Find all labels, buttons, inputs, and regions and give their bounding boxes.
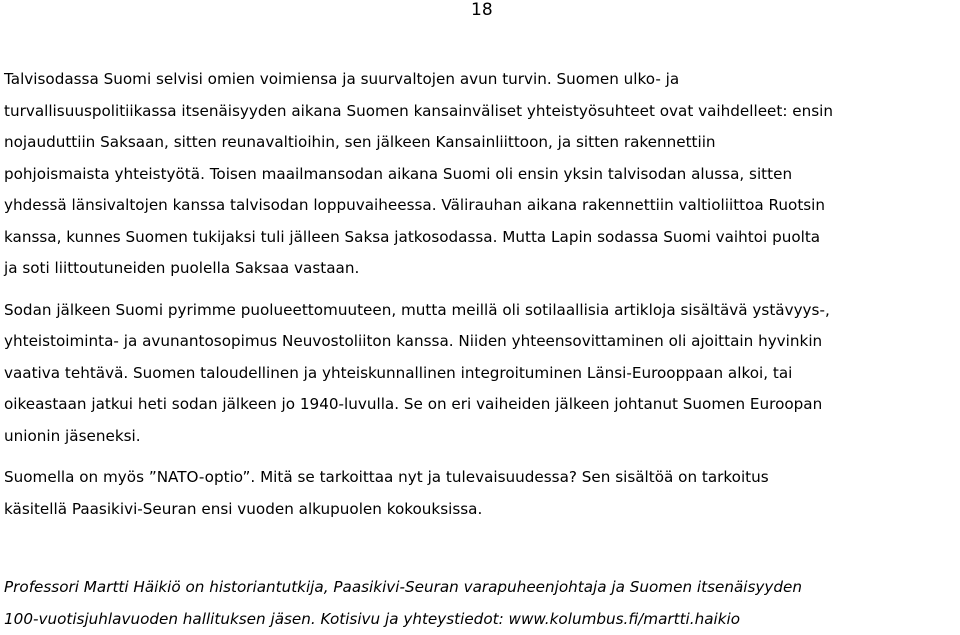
paragraph-line: unionin jäseneksi. bbox=[4, 421, 960, 453]
paragraph-line: turvallisuuspolitiikassa itsenäisyyden aikana Suomen kansainväliset yhteistyösuhteet ovat vaihdelleet: ensin bbox=[4, 96, 960, 128]
paragraph-line: kanssa, kunnes Suomen tukijaksi tuli jälleen Saksa jatkosodassa. Mutta Lapin sodassa Suomi vaihtoi puolta bbox=[4, 222, 960, 254]
paragraph-line: vaativa tehtävä. Suomen taloudellinen ja yhteiskunnallinen integroituminen Länsi-Eurooppaan alkoi, tai bbox=[4, 358, 960, 390]
paragraph-line: nojauduttiin Saksaan, sitten reunavaltioihin, sen jälkeen Kansainliittoon, ja sitten rakennettiin bbox=[4, 127, 960, 159]
paragraph-line: yhdessä länsivaltojen kanssa talvisodan loppuvaiheessa. Välirauhan aikana rakennettiin valtioliittoa Ruotsin bbox=[4, 190, 960, 222]
paragraph-line: Sodan jälkeen Suomi pyrimme puolueettomuuteen, mutta meillä oli sotilaallisia artikloja sisältävä ystävyys-, bbox=[4, 295, 960, 327]
paragraph-3 bbox=[4, 462, 960, 525]
article-body bbox=[4, 64, 960, 525]
author-footer bbox=[4, 572, 802, 635]
paragraph-1 bbox=[4, 64, 960, 285]
paragraph-line: oikeastaan jatkui heti sodan jälkeen jo 1940-luvulla. Se on eri vaiheiden jälkeen johtanut Suomen Euroopan bbox=[4, 389, 960, 421]
paragraph-line: käsitellä Paasikivi-Seuran ensi vuoden alkupuolen kokouksissa. bbox=[4, 494, 960, 526]
paragraph-line: pohjoismaista yhteistyötä. Toisen maailmansodan aikana Suomi oli ensin yksin talvisodan alussa, sitten bbox=[4, 159, 960, 191]
paragraph-line: yhteistoiminta- ja avunantosopimus Neuvostoliiton kanssa. Niiden yhteensovittaminen oli ajoittain hyvinkin bbox=[4, 326, 960, 358]
footer-line: 100-vuotisjuhlavuoden hallituksen jäsen. Kotisivu ja yhteystiedot: www.kolumbus.fi/martti.haikio bbox=[4, 604, 802, 635]
paragraph-line: Suomella on myös ”NATO-optio”. Mitä se tarkoittaa nyt ja tulevaisuudessa? Sen sisältöä on tarkoitus bbox=[4, 462, 960, 494]
paragraph-line: ja soti liittoutuneiden puolella Saksaa vastaan. bbox=[4, 253, 960, 285]
page-number: 18 bbox=[471, 0, 493, 20]
paragraph-line: Talvisodassa Suomi selvisi omien voimiensa ja suurvaltojen avun turvin. Suomen ulko- ja bbox=[4, 64, 960, 96]
footer-line: Professori Martti Häikiö on historiantutkija, Paasikivi-Seuran varapuheenjohtaja ja Suomen itsenäisyyden bbox=[4, 572, 802, 604]
paragraph-2 bbox=[4, 295, 960, 453]
